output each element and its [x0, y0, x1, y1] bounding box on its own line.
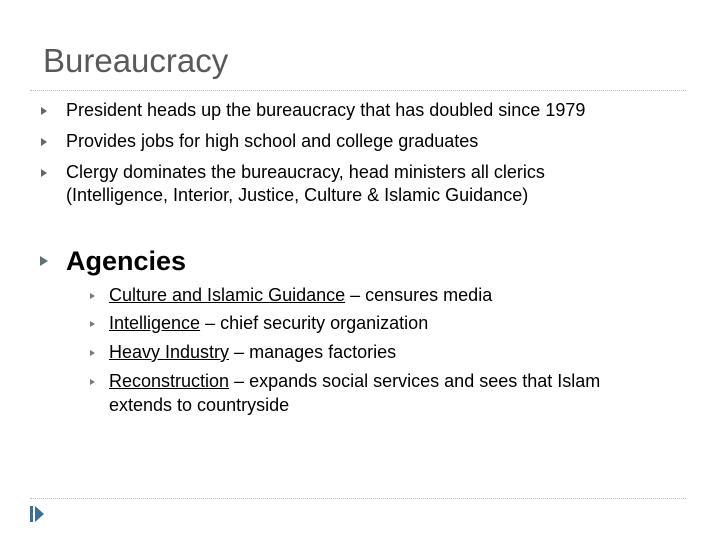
triangle-bullet-icon	[41, 107, 47, 115]
bullet-text: President heads up the bureaucracy that has doubled since 1979	[66, 100, 586, 120]
agency-desc: – censures media	[345, 285, 493, 305]
footer-divider	[30, 498, 686, 499]
slide-nav-icon[interactable]	[30, 505, 44, 523]
triangle-bullet-icon	[41, 169, 47, 177]
agency-desc: – manages factories	[229, 342, 397, 362]
slide-title: Bureaucracy	[43, 42, 229, 79]
title-divider	[30, 90, 686, 91]
agency-name: Culture and Islamic Guidance	[109, 285, 346, 305]
agency-item	[109, 313, 428, 335]
agency-desc: – chief security organization	[200, 313, 429, 333]
agency-item	[109, 285, 492, 307]
triangle-bullet-icon	[41, 138, 47, 146]
bullet-text: Provides jobs for high school and college graduates	[66, 131, 479, 151]
triangle-subbullet-icon	[90, 293, 95, 299]
triangle-subbullet-icon	[90, 321, 95, 327]
agency-desc: – expands social services and sees that Islam	[229, 371, 601, 391]
agency-item-continuation: extends to countryside	[109, 395, 290, 415]
agencies-heading: Agencies	[66, 246, 187, 276]
agency-item	[109, 371, 600, 393]
agency-name: Intelligence	[109, 313, 201, 333]
agency-name: Reconstruction	[109, 371, 230, 391]
bullet-text-continuation: (Intelligence, Interior, Justice, Culture & Islamic Guidance)	[66, 185, 529, 205]
agency-name: Heavy Industry	[109, 342, 230, 362]
triangle-subbullet-icon	[90, 379, 95, 385]
agency-item	[109, 342, 396, 364]
triangle-bullet-icon	[40, 256, 48, 266]
bullet-text: Clergy dominates the bureaucracy, head ministers all clerics	[66, 162, 545, 182]
triangle-subbullet-icon	[90, 350, 95, 356]
